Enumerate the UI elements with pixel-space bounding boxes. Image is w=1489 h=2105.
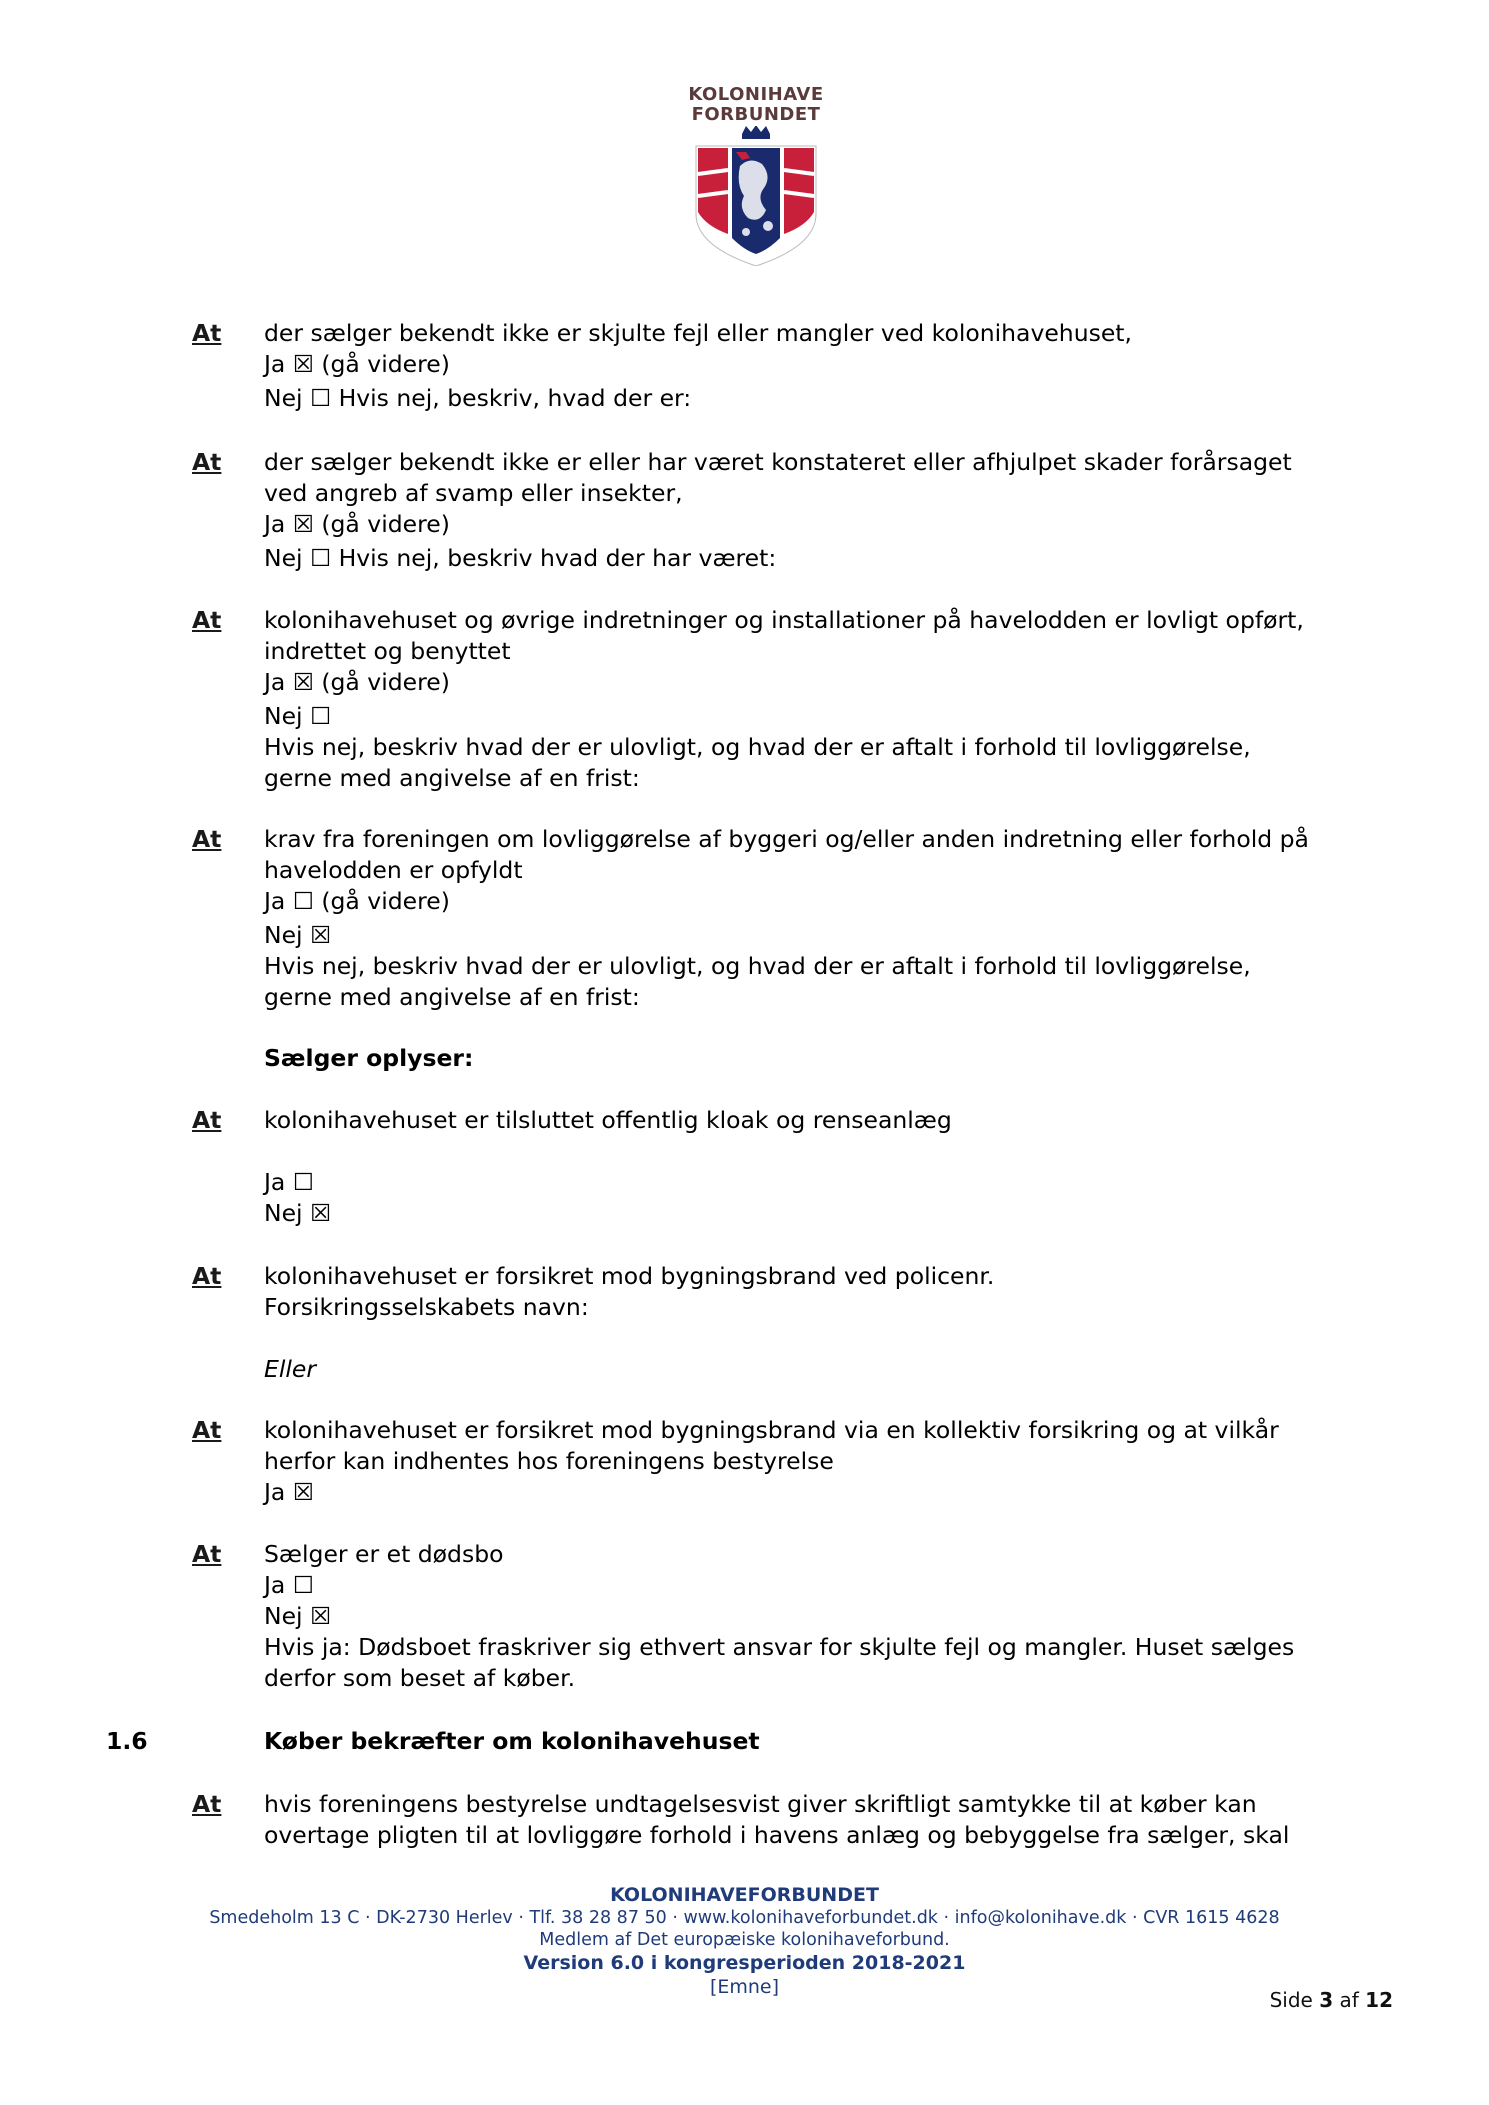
seller-informs-heading: Sælger oplyser: [264,1044,474,1072]
page-number [1270,1988,1393,2012]
clause-marker: At [192,1790,222,1818]
clause-line: Ja ☒ [264,1478,314,1506]
clause-line: Hvis nej, beskriv hvad der er ulovligt, og hvad der er aftalt i forhold til lovliggørelse, [264,952,1251,980]
clause-line: Ja ☒ (gå videre) [264,668,450,696]
clause-marker: At [192,448,222,476]
clause-line: hvis foreningens bestyrelse undtagelsesvist giver skriftligt samtykke til at køber kan [264,1790,1257,1818]
clause-line: ved angreb af svamp eller insekter, [264,479,683,507]
clause-line: Ja ☐ [264,1571,314,1599]
clause-line: indrettet og benyttet [264,637,511,665]
footer-version: Version 6.0 i kongresperioden 2018-2021 [523,1952,966,1974]
logo-text-line2: FORBUNDET [691,104,821,125]
clause-marker: At [192,1416,222,1444]
page-current: 3 [1319,1988,1334,2012]
clause-line: Nej ☒ [264,1199,332,1227]
clause-line: Hvis ja: Dødsboet fraskriver sig ethvert ansvar for skjulte fejl og mangler. Huset sælges [264,1633,1295,1661]
clause-line: overtage pligten til at lovliggøre forhold i havens anlæg og bebyggelse fra sælger, skal [264,1821,1290,1849]
clause-line: krav fra foreningen om lovliggørelse af byggeri og/eller anden indretning eller forhold på [264,825,1309,853]
footer-subject: [Emne] [709,1976,780,1998]
section-title: Køber bekræfter om kolonihavehuset [264,1727,760,1755]
page-total: 12 [1365,1988,1393,2012]
page-prefix: Side [1269,1988,1313,2012]
clause-line: Nej ☒ [264,921,332,949]
logo-text-line1: KOLONIHAVE [688,84,824,105]
clause-line: Nej ☒ [264,1602,332,1630]
clause-marker: At [192,825,222,853]
clause-line: gerne med angivelse af en frist: [264,983,640,1011]
clause-line: gerne med angivelse af en frist: [264,764,640,792]
footer-membership: Medlem af Det europæiske kolonihaveforbund. [539,1930,950,1950]
section-number: 1.6 [106,1727,148,1755]
clause-line: Nej ☐ Hvis nej, beskriv, hvad der er: [264,384,692,412]
clause-line: derfor som beset af køber. [264,1664,576,1692]
clause-line: Nej ☐ [264,702,332,730]
clause-marker: At [192,606,222,634]
clause-line: kolonihavehuset er tilsluttet offentlig kloak og renseanlæg [264,1106,952,1134]
clause-line: Nej ☐ Hvis nej, beskriv hvad der har været: [264,544,777,572]
clause-line: Ja ☐ (gå videre) [264,887,450,915]
clause-line: Hvis nej, beskriv hvad der er ulovligt, og hvad der er aftalt i forhold til lovliggørelse, [264,733,1251,761]
clause-marker: At [192,1262,222,1290]
clause-line: Ja ☒ (gå videre) [264,350,450,378]
eller-text: Eller [264,1355,317,1383]
clause-marker: At [192,1106,222,1134]
page-middle: af [1339,1988,1359,2012]
clause-line: kolonihavehuset er forsikret mod bygningsbrand via en kollektiv forsikring og at vilkår [264,1416,1279,1444]
clause-line: kolonihavehuset og øvrige indretninger og installationer på havelodden er lovligt opført, [264,606,1304,634]
clause-line: der sælger bekendt ikke er skjulte fejl eller mangler ved kolonihavehuset, [264,319,1132,347]
clause-line: Ja ☐ [264,1168,314,1196]
clause-marker: At [192,319,222,347]
footer-address: Smedeholm 13 C · DK-2730 Herlev · Tlf. 38 28 87 50 · www.kolonihaveforbundet.dk · info@kolonihave.dk · CVR 1615 4628 [209,1908,1280,1928]
clause-line: Forsikringsselskabets navn: [264,1293,589,1321]
footer-org-name: KOLONIHAVEFORBUNDET [610,1884,879,1906]
clause-line: Sælger er et dødsbo [264,1540,504,1568]
clause-line: havelodden er opfyldt [264,856,523,884]
clause-line: der sælger bekendt ikke er eller har været konstateret eller afhjulpet skader forårsaget [264,448,1292,476]
clause-line: herfor kan indhentes hos foreningens bestyrelse [264,1447,834,1475]
clause-line: kolonihavehuset er forsikret mod bygningsbrand ved policenr. [264,1262,995,1290]
clause-marker: At [192,1540,222,1568]
crest-icon [676,126,836,266]
kolonihave-forbundet-logo [676,84,836,266]
clause-line: Ja ☒ (gå videre) [264,510,450,538]
